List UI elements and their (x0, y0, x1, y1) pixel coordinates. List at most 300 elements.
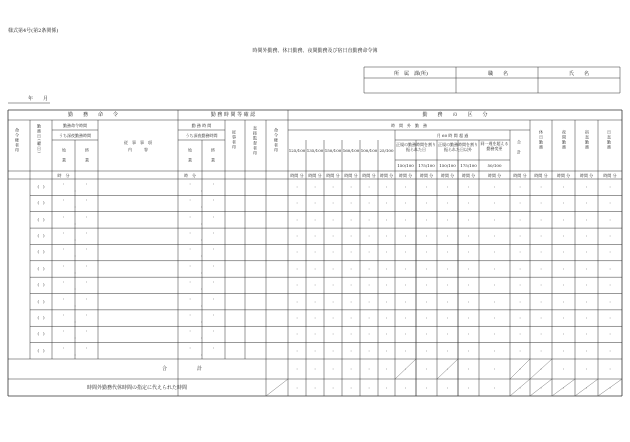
sum-colon: : (332, 385, 334, 390)
cell-colon: : (467, 200, 470, 206)
confirm-end-colon: : (212, 328, 215, 334)
confirm-start-colon: : (189, 246, 191, 252)
confirm-night-colon: : (200, 269, 203, 275)
cell-colon: : (332, 216, 334, 222)
confirm-night-colon: : (200, 318, 203, 324)
cell-colon: : (314, 216, 316, 222)
cell-colon: : (404, 265, 407, 271)
ordered-end-colon: : (85, 246, 88, 252)
cell-colon: : (609, 314, 611, 320)
day-paren: ( ) (37, 282, 45, 288)
cell-colon: : (385, 184, 388, 189)
cell-colon: : (296, 216, 298, 222)
col-holiday: 休日勤務 (539, 130, 544, 150)
cell-colon: : (368, 298, 370, 304)
cell-colon: : (609, 265, 611, 271)
cell-colon: : (493, 331, 496, 337)
confirm-night-colon: : (200, 335, 203, 341)
cell-colon: : (425, 249, 428, 255)
cell-colon: : (425, 200, 428, 206)
cell-colon: : (404, 347, 407, 353)
sum-colon: : (425, 385, 428, 390)
cell-colon: : (350, 347, 352, 353)
night-colon: : (74, 204, 76, 210)
ordered-start-colon: : (62, 295, 65, 301)
cell-colon: : (404, 249, 407, 255)
cell-colon: : (385, 200, 388, 206)
col-end1: 終 業 (85, 148, 90, 163)
cell-colon: : (332, 265, 334, 271)
ordered-end-colon: : (85, 213, 88, 219)
cell-colon: : (493, 184, 496, 189)
cell-colon: : (350, 282, 352, 288)
cell-colon: : (425, 233, 428, 239)
comp-label: 時間外勤務代休時間の指定に代えられた時間 (86, 385, 187, 391)
confirm-night-colon: : (200, 302, 203, 308)
cell-colon: : (467, 282, 470, 288)
cell-colon: : (446, 347, 449, 353)
cell-colon: : (425, 282, 428, 288)
cell-colon: : (609, 216, 611, 222)
cell-colon: : (350, 265, 352, 271)
cell-colon: : (404, 331, 407, 337)
confirm-start-colon: : (189, 181, 191, 186)
col-order-person: 命令権者印 (15, 128, 20, 153)
sum-colon: : (350, 366, 352, 371)
cell-colon: : (467, 265, 470, 271)
sum-colon: : (609, 366, 611, 371)
confirm-start-colon: : (189, 344, 191, 350)
cell-colon: : (493, 216, 496, 222)
cell-colon: : (446, 282, 449, 288)
col-sub-week: 同一週を超える勤務変更 (480, 141, 509, 151)
cell-colon: : (493, 298, 496, 304)
col-sub-swap1: 正規の勤務時間を割り振られた日 (396, 142, 436, 152)
total-label: 合 計 (161, 366, 202, 372)
col-supervisor: 直接監督者印 (253, 126, 258, 156)
cell-colon: : (385, 298, 388, 304)
cell-colon: : (519, 298, 521, 304)
cell-colon: : (585, 331, 588, 337)
col-r150: 150/100 (397, 163, 414, 168)
sum-colon: : (562, 385, 565, 390)
sum-colon: : (350, 385, 352, 390)
cell-colon: : (425, 265, 428, 271)
night-colon: : (74, 351, 76, 357)
cell-colon: : (493, 200, 496, 206)
cell-colon: : (446, 200, 449, 206)
header-rank-label: 職 名 (487, 71, 508, 77)
cell-colon: : (350, 249, 352, 255)
ordered-end-colon: : (85, 181, 88, 186)
cell-colon: : (296, 331, 298, 337)
col-monthly-over: 月 60 時 間 超 過 (436, 133, 469, 138)
col-rate-135: 135/100 (306, 148, 324, 153)
ordered-start-colon: : (62, 262, 65, 268)
cell-colon: : (519, 184, 521, 189)
cell-colon: : (296, 265, 298, 271)
col-order-check: 命令権者印 (274, 128, 279, 153)
cell-colon: : (385, 233, 388, 239)
col-duties2: 内 容 (128, 147, 148, 152)
ordered-end-colon: : (85, 230, 88, 236)
sum-colon: : (385, 366, 388, 371)
cell-colon: : (404, 298, 407, 304)
confirm-night-colon: : (200, 188, 203, 193)
cell-colon: : (609, 184, 611, 189)
sum-colon: : (425, 366, 428, 371)
cell-colon: : (519, 282, 521, 288)
cell-colon: : (332, 249, 334, 255)
unit-time-1: 時間 分 (308, 173, 322, 178)
cell-colon: : (585, 216, 588, 222)
cell-colon: : (519, 314, 521, 320)
cell-colon: : (368, 314, 370, 320)
confirm-night-colon: : (200, 351, 203, 357)
cell-colon: : (519, 233, 521, 239)
cell-colon: : (446, 314, 449, 320)
cell-colon: : (385, 282, 388, 288)
ordered-end-colon: : (85, 295, 88, 301)
day-paren: ( ) (37, 347, 45, 353)
col-r150b: 150/100 (439, 163, 456, 168)
cell-colon: : (314, 314, 316, 320)
cell-colon: : (493, 249, 496, 255)
cell-colon: : (404, 216, 407, 222)
unit-time-8: 時間 分 (440, 173, 455, 178)
col-total: 合 計 (517, 140, 522, 155)
group-confirm: 勤 務 時 間 等 確 認 (210, 112, 256, 118)
cell-colon: : (609, 331, 611, 337)
col-overnight: 宿直勤務 (585, 130, 590, 150)
day-paren: ( ) (37, 265, 45, 271)
confirm-night-colon: : (200, 253, 203, 259)
unit-time-15: 時間 分 (603, 173, 617, 178)
sum-colon: : (314, 385, 316, 390)
cell-colon: : (332, 184, 334, 189)
cell-colon: : (562, 298, 565, 304)
cell-colon: : (385, 347, 388, 353)
cell-colon: : (332, 200, 334, 206)
cell-colon: : (350, 216, 352, 222)
col-rate-100: 100/100 (360, 148, 378, 153)
cell-colon: : (368, 216, 370, 222)
ordered-start-colon: : (62, 230, 65, 236)
confirm-end-colon: : (212, 181, 215, 186)
cell-colon: : (540, 249, 542, 255)
cell-colon: : (585, 265, 588, 271)
cell-colon: : (296, 184, 298, 189)
unit-time-11: 時間 分 (513, 173, 527, 178)
cell-colon: : (425, 216, 428, 222)
confirm-end-colon: : (212, 262, 215, 268)
confirm-start-colon: : (189, 279, 191, 285)
confirm-night-colon: : (200, 286, 203, 292)
group-order: 勤 務 命 令 (67, 112, 118, 118)
cell-colon: : (562, 282, 565, 288)
cell-colon: : (368, 331, 370, 337)
cell-colon: : (296, 298, 298, 304)
day-paren: ( ) (37, 233, 45, 239)
cell-colon: : (404, 200, 407, 206)
ordered-end-colon: : (85, 311, 88, 317)
cell-colon: : (609, 347, 611, 353)
col-confirm-time: 勤 務 時 間 (191, 123, 212, 128)
day-paren: ( ) (37, 331, 45, 337)
col-rate-160: 160/100 (342, 148, 360, 153)
col-overtime: 時 間 外 勤 務 (391, 123, 427, 128)
cell-colon: : (562, 347, 565, 353)
col-worker: 従事者印 (232, 130, 237, 150)
cell-colon: : (562, 265, 565, 271)
ordered-start-colon: : (62, 279, 65, 285)
sum-colon: : (332, 366, 334, 371)
day-paren: ( ) (37, 216, 45, 222)
ordered-end-colon: : (85, 328, 88, 334)
sum-colon: : (609, 385, 611, 390)
cell-colon: : (467, 184, 470, 189)
cell-colon: : (296, 314, 298, 320)
confirm-end-colon: : (212, 230, 215, 236)
unit-time-13: 時間 分 (556, 173, 571, 178)
sum-colon: : (493, 366, 496, 371)
cell-colon: : (493, 314, 496, 320)
cell-colon: : (562, 184, 565, 189)
cell-colon: : (540, 331, 542, 337)
col-r175: 175/100 (418, 163, 435, 168)
cell-colon: : (467, 314, 470, 320)
day-paren: ( ) (37, 200, 45, 206)
col-night-time: うち深夜勤務時間 (59, 133, 91, 138)
col-duties: 従 事 事 項 (124, 140, 152, 145)
cell-colon: : (404, 282, 407, 288)
cell-colon: : (425, 347, 428, 353)
confirm-end-colon: : (212, 197, 215, 203)
cell-colon: : (350, 298, 352, 304)
confirm-end-colon: : (212, 344, 215, 350)
confirm-night-colon: : (200, 237, 203, 243)
confirm-night-colon: : (200, 220, 203, 226)
cell-colon: : (332, 298, 334, 304)
cell-colon: : (314, 200, 316, 206)
ordered-end-colon: : (85, 344, 88, 350)
cell-colon: : (385, 314, 388, 320)
col-night-time2: うち深夜勤務時間 (185, 133, 218, 138)
sum-colon: : (446, 385, 449, 390)
col-rate-25: 25/100 (379, 148, 394, 153)
cell-colon: : (368, 233, 370, 239)
cell-colon: : (314, 265, 316, 271)
cell-colon: : (585, 347, 588, 353)
sum-colon: : (314, 366, 316, 371)
cell-colon: : (585, 314, 588, 320)
cell-colon: : (609, 200, 611, 206)
cell-colon: : (519, 347, 521, 353)
ordered-start-colon: : (62, 213, 65, 219)
cell-colon: : (467, 331, 470, 337)
cell-colon: : (296, 249, 298, 255)
confirm-end-colon: : (212, 246, 215, 252)
cell-colon: : (585, 282, 588, 288)
cell-colon: : (540, 298, 542, 304)
col-r175b: 175/100 (460, 163, 477, 168)
header-name-label: 氏 名 (568, 71, 589, 77)
cell-colon: : (493, 282, 496, 288)
cell-colon: : (314, 282, 316, 288)
day-paren: ( ) (37, 249, 45, 255)
day-paren: ( ) (37, 298, 45, 304)
cell-colon: : (296, 200, 298, 206)
sum-colon: : (385, 385, 388, 390)
cell-colon: : (562, 216, 565, 222)
cell-colon: : (350, 233, 352, 239)
cell-colon: : (493, 233, 496, 239)
unit-time-12: 時間 分 (534, 173, 548, 178)
confirm-end-colon: : (212, 311, 215, 317)
col-start2: 始 業 (188, 148, 193, 163)
col-rate-150a: 150/100 (324, 148, 342, 153)
sum-colon: : (585, 366, 588, 371)
confirm-end-colon: : (212, 279, 215, 285)
cell-colon: : (350, 200, 352, 206)
sum-colon: : (368, 385, 370, 390)
cell-colon: : (446, 249, 449, 255)
sum-colon: : (540, 366, 542, 371)
cell-colon: : (467, 233, 470, 239)
ordered-start-colon: : (62, 197, 65, 203)
confirm-start-colon: : (189, 328, 191, 334)
cell-colon: : (609, 282, 611, 288)
sum-colon: : (296, 385, 298, 390)
cell-colon: : (314, 249, 316, 255)
ordered-end-colon: : (85, 262, 88, 268)
cell-colon: : (540, 200, 542, 206)
cell-colon: : (296, 282, 298, 288)
cell-colon: : (385, 249, 388, 255)
confirm-night-colon: : (200, 204, 203, 210)
unit-time-2: 時間 分 (326, 173, 340, 178)
night-colon: : (74, 188, 76, 193)
cell-colon: : (332, 347, 334, 353)
unit-time-7: 時間 分 (419, 173, 434, 178)
cell-colon: : (609, 233, 611, 239)
cell-colon: : (540, 282, 542, 288)
cell-colon: : (385, 331, 388, 337)
cell-colon: : (540, 233, 542, 239)
sum-colon: : (540, 385, 542, 390)
cell-colon: : (368, 249, 370, 255)
cell-colon: : (519, 249, 521, 255)
cell-colon: : (314, 233, 316, 239)
ordered-end-colon: : (85, 279, 88, 285)
cell-colon: : (446, 216, 449, 222)
cell-colon: : (585, 298, 588, 304)
cell-colon: : (425, 314, 428, 320)
cell-colon: : (519, 331, 521, 337)
cell-colon: : (446, 265, 449, 271)
confirm-start-colon: : (189, 230, 191, 236)
cell-colon: : (332, 314, 334, 320)
col-rate-125: 125/100 (288, 148, 306, 153)
cell-colon: : (519, 216, 521, 222)
sum-colon: : (467, 385, 470, 390)
form-id: 様式第4号(第2条関係) (8, 28, 59, 34)
cell-colon: : (350, 184, 352, 189)
cell-colon: : (368, 347, 370, 353)
cell-colon: : (493, 265, 496, 271)
sum-colon: : (519, 366, 521, 371)
cell-colon: : (446, 233, 449, 239)
cell-colon: : (425, 331, 428, 337)
night-colon: : (74, 237, 76, 243)
cell-colon: : (332, 331, 334, 337)
sum-colon: : (493, 385, 496, 390)
cell-colon: : (493, 347, 496, 353)
sum-colon: : (404, 385, 407, 390)
cell-colon: : (467, 216, 470, 222)
cell-colon: : (585, 184, 588, 189)
sum-colon: : (519, 385, 521, 390)
cell-colon: : (314, 347, 316, 353)
col-dayduty: 日直勤務 (607, 130, 612, 150)
confirm-start-colon: : (189, 213, 191, 219)
cell-colon: : (350, 331, 352, 337)
ordered-end-colon: : (85, 197, 88, 203)
cell-colon: : (562, 314, 565, 320)
ordered-start-colon: : (62, 344, 65, 350)
cell-colon: : (585, 200, 588, 206)
ordered-start-colon: : (62, 181, 65, 186)
sum-colon: : (368, 366, 370, 371)
cell-colon: : (368, 265, 370, 271)
cell-colon: : (467, 298, 470, 304)
cell-colon: : (368, 282, 370, 288)
confirm-start-colon: : (189, 197, 191, 203)
group-category: 勤 務 の 区 分 (422, 112, 488, 118)
unit-time-4: 時間 分 (362, 173, 376, 178)
col-end2: 終 業 (211, 148, 216, 163)
cell-colon: : (467, 347, 470, 353)
cell-colon: : (350, 314, 352, 320)
col-start1: 始 業 (62, 148, 67, 163)
night-colon: : (74, 302, 76, 308)
cell-colon: : (332, 233, 334, 239)
sum-colon: : (585, 385, 588, 390)
cell-colon: : (425, 184, 428, 189)
col-ordered-time: 勤務命令時間 (63, 123, 87, 128)
night-colon: : (74, 318, 76, 324)
day-paren: ( ) (37, 314, 45, 320)
ordered-start-colon: : (62, 311, 65, 317)
cell-colon: : (425, 298, 428, 304)
cell-colon: : (562, 331, 565, 337)
cell-colon: : (540, 265, 542, 271)
cell-colon: : (562, 233, 565, 239)
night-colon: : (74, 253, 76, 259)
unit-time-10: 時間 分 (487, 173, 502, 178)
sum-colon: : (446, 366, 449, 371)
cell-colon: : (540, 216, 542, 222)
cell-colon: : (314, 184, 316, 189)
cell-colon: : (385, 265, 388, 271)
col-r50: 50/100 (487, 163, 502, 168)
night-colon: : (74, 269, 76, 275)
sum-colon: : (562, 366, 565, 371)
cell-colon: : (385, 216, 388, 222)
col-work-day: 勤務日(曜日) (37, 124, 42, 155)
date-line: 年 月 (28, 96, 49, 102)
cell-colon: : (332, 282, 334, 288)
